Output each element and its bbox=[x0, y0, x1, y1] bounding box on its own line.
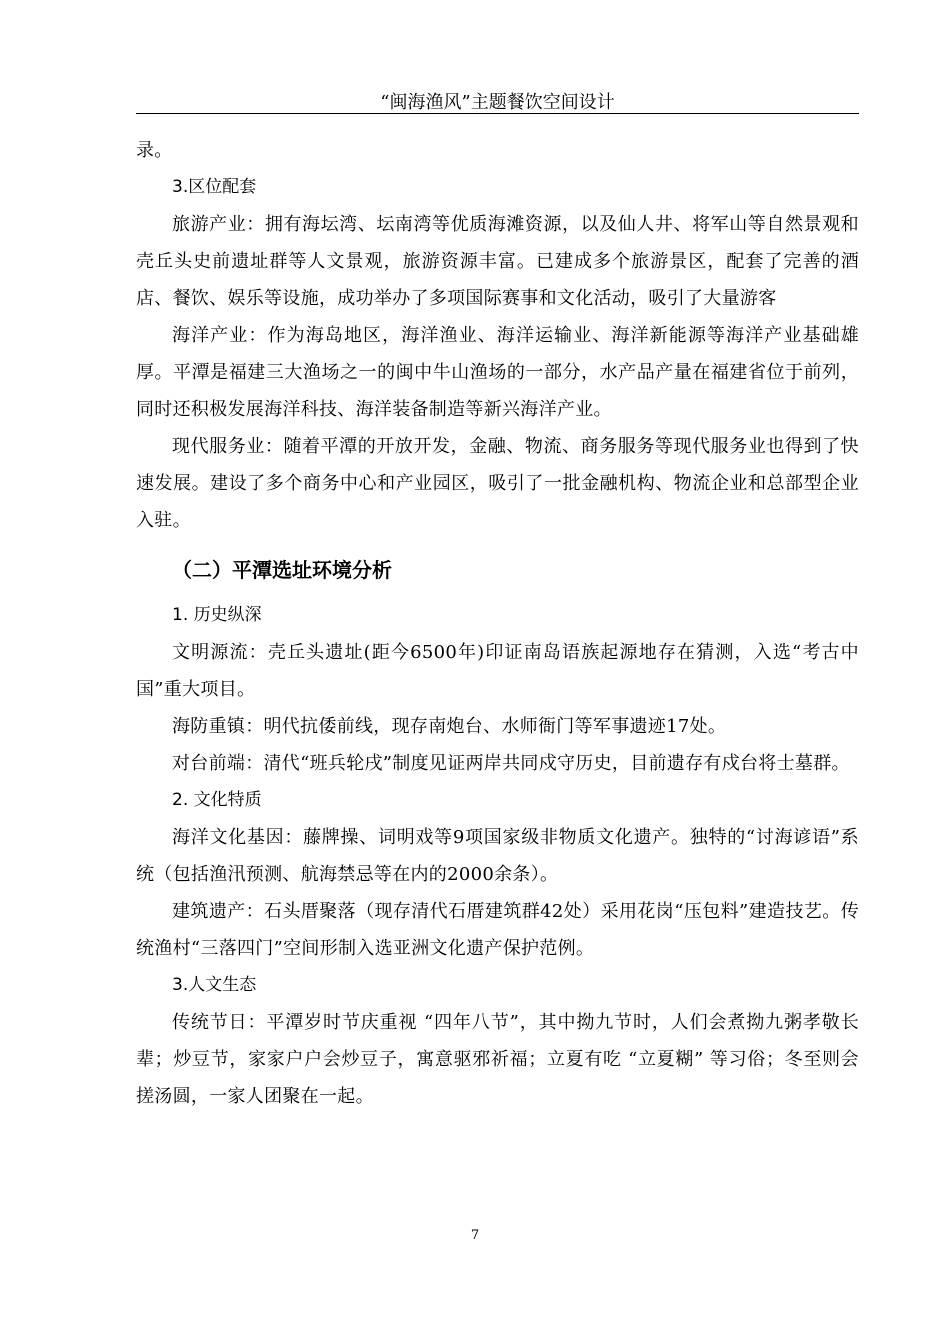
paragraph-taiwan-frontline: 对台前端：清代“班兵轮戌”制度见证两岸共同戍守历史，目前遗存有戍台将士墓群。 bbox=[172, 753, 850, 774]
body-content bbox=[136, 132, 859, 1115]
paragraph-marine-culture: 海洋文化基因：藤牌操、词明戏等9项国家级非物质文化遗产。独特的“讨海谚语”系统（包括渔汛预测、航海禁忌等在内的2000余条）。 bbox=[136, 827, 859, 885]
paragraph-civilization-origin: 文明源流：壳丘头遗址(距今6500年)印证南岛语族起源地存在猜测，入选“考古中国”重大项目。 bbox=[136, 642, 859, 700]
subheading-location-facilities: 3.区位配套 bbox=[172, 177, 257, 197]
subheading-culture: 2. 文化特质 bbox=[172, 790, 262, 810]
page-header-title: “闽海渔风”主题餐饮空间设计 bbox=[380, 92, 615, 113]
subheading-history: 1. 历史纵深 bbox=[172, 605, 262, 625]
paragraph-modern-services: 现代服务业：随着平潭的开放开发，金融、物流、商务服务等现代服务业也得到了快速发展。建设了多个商务中心和产业园区，吸引了一批金融机构、物流企业和总部型企业入驻。 bbox=[136, 436, 859, 531]
page-number: 7 bbox=[470, 1228, 480, 1243]
paragraph-architecture-heritage: 建筑遗产：石头厝聚落（现存清代石厝建筑群42处）采用花岗“压包料”建造技艺。传统渔村“三落四门”空间形制入选亚洲文化遗产保护范例。 bbox=[136, 901, 859, 959]
paragraph-traditional-festivals: 传统节日：平潭岁时节庆重视 “四年八节”，其中拗九节时，人们会煮拗九粥孝敬长辈；炒豆节，家家户户会炒豆子，寓意驱邪祈福；立夏有吃 “立夏糊” 等习俗；冬至则会搓汤圆，一家人团聚在一起。 bbox=[136, 1012, 859, 1107]
section-heading-site-analysis: （二）平潭选址环境分析 bbox=[172, 558, 392, 582]
paragraph-continuation: 录。 bbox=[136, 140, 173, 161]
header-divider bbox=[136, 113, 859, 114]
paragraph-coastal-defense: 海防重镇：明代抗倭前线，现存南炮台、水师衙门等军事遗迹17处。 bbox=[172, 716, 727, 737]
paragraph-tourism: 旅游产业：拥有海坛湾、坛南湾等优质海滩资源，以及仙人井、将军山等自然景观和壳丘头史前遗址群等人文景观，旅游资源丰富。已建成多个旅游景区，配套了完善的酒店、餐饮、娱乐等设施，成功举办了多项国际赛事和文化活动，吸引了大量游客 bbox=[136, 214, 859, 309]
subheading-humanities: 3.人文生态 bbox=[172, 975, 257, 995]
paragraph-marine-industry: 海洋产业：作为海岛地区，海洋渔业、海洋运输业、海洋新能源等海洋产业基础雄厚。平潭是福建三大渔场之一的闽中牛山渔场的一部分，水产品产量在福建省位于前列，同时还积极发展海洋科技、海洋装备制造等新兴海洋产业。 bbox=[136, 325, 859, 420]
